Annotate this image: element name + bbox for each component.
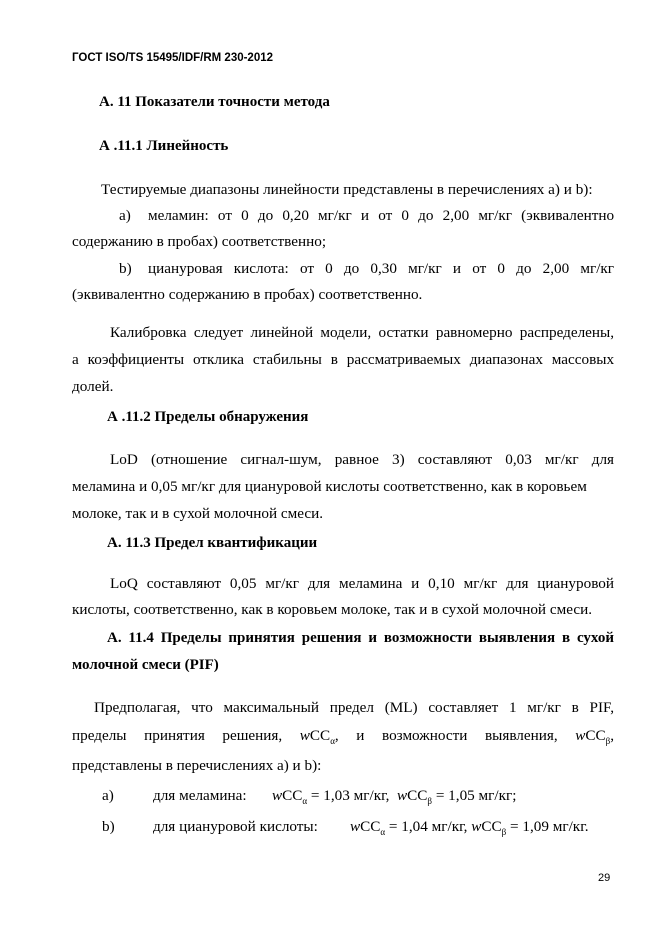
linearity-item-a-marker: а): [119, 207, 131, 224]
linearity-item-b-line1: циануровая кислота: от 0 до 0,30 мг/кг и от 0 до 2,00 мг/кг: [148, 260, 615, 277]
detection-line1: LoD (отношение сигнал-шум, равное 3) составляют 0,03 мг/кг для: [110, 451, 615, 468]
quantification-line2: кислоты, соответственно, как в коровьем молоке, так и в сухой молочной смеси.: [72, 601, 592, 618]
linearity-item-a-line1: меламин: от 0 до 0,20 мг/кг и от 0 до 2,00 мг/кг (эквивалентно: [148, 207, 615, 224]
document-code: ГОСТ ISO/TS 15495/IDF/RM 230-2012: [72, 52, 274, 64]
calibration-line2: а коэффициенты отклика стабильны в рассматриваемых диапазонах массовых: [72, 351, 615, 368]
pif-line2: пределы принятия решения, wCC$_\alpha$, и возможности выявления, wCC$_\beta$,: [72, 727, 615, 746]
wcc-beta-symbol: wCC$_\beta$,: [575, 727, 615, 746]
quantification-line1: LoQ составляют 0,05 мг/кг для меламина и 0,10 мг/кг для циануровой: [110, 575, 614, 592]
linearity-item-b-line2: (эквивалентно содержанию в пробах) соответственно.: [72, 286, 423, 303]
section-a111-title: А .11.1 Линейность: [99, 138, 229, 154]
pif-item-b-label: для циануровой кислоты:: [153, 818, 318, 835]
pif-line1: Предполагая, что максимальный предел (ML) составляет 1 мг/кг в PIF,: [94, 699, 615, 716]
section-a11-title: А. 11 Показатели точности метода: [99, 94, 330, 110]
detection-line3: молоке, так и в сухой молочной смеси.: [72, 505, 324, 522]
pif-item-b-marker: b): [102, 818, 115, 835]
pif-line3: представлены в перечислениях а) и b):: [72, 757, 322, 774]
detection-line2: меламина и 0,05 мг/кг для циануровой кислоты соответственно, как в коровьем: [72, 478, 587, 495]
section-a114-title-line1: А. 11.4 Пределы принятия решения и возможности выявления в сухой: [107, 630, 614, 646]
linearity-intro: Тестируемые диапазоны линейности представлены в перечислениях а) и b):: [101, 181, 593, 198]
linearity-item-b-marker: b): [119, 260, 132, 277]
page-number: 29: [598, 872, 611, 884]
section-a114-title-line2: молочной смеси (PIF): [72, 657, 219, 673]
pif-item-a-label: для меламина:: [153, 787, 247, 804]
pif-item-a-marker: а): [102, 787, 114, 804]
calibration-line1: Калибровка следует линейной модели, остатки равномерно распределены,: [110, 324, 615, 341]
pif-item-b-values: wCC$_\alpha$ = 1,04 мг/кг, wCC$_\beta$ = 1,09 мг/кг.: [350, 818, 589, 837]
section-a112-title: А .11.2 Пределы обнаружения: [107, 409, 309, 425]
calibration-line3: долей.: [72, 378, 114, 395]
wcc-alpha-symbol: wCC$_\alpha$,: [299, 727, 339, 746]
pif-item-a-values: wCC$_\alpha$ = 1,03 мг/кг, wCC$_\beta$ = 1,05 мг/кг;: [272, 787, 517, 806]
section-a113-title: А. 11.3 Предел квантификации: [107, 535, 318, 551]
linearity-item-a-line2: содержанию в пробах) соответственно;: [72, 233, 327, 250]
